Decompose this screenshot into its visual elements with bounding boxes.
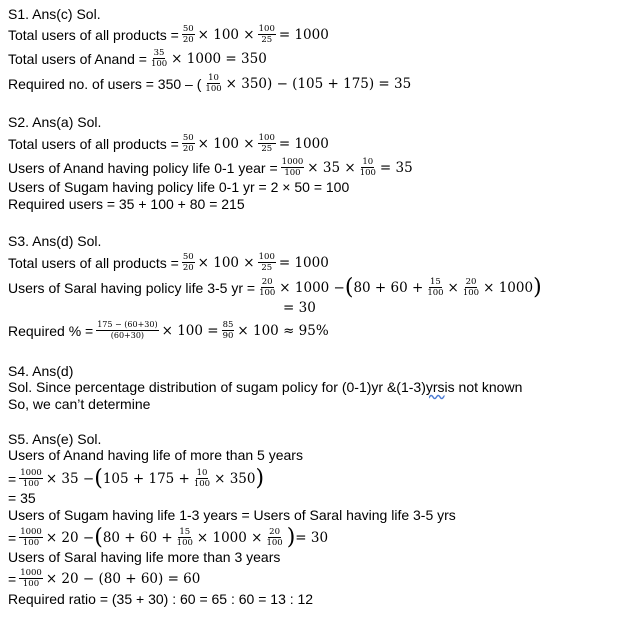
numerator: 35: [153, 48, 165, 58]
text: Required ratio = (35 + 30) : 60 = 65 : 60 = 13 : 12: [8, 591, 314, 607]
numerator: 1000: [20, 468, 42, 478]
fraction: [193, 468, 211, 489]
fraction: [182, 133, 195, 154]
numerator: 15: [179, 527, 191, 537]
s5-line-5: [8, 524, 329, 550]
math: × 100 ×: [197, 26, 255, 43]
s2-heading: S2. Ans(a) Sol.: [8, 114, 102, 130]
denominator: 25: [261, 144, 273, 154]
fraction: [176, 527, 194, 548]
denominator: 100: [22, 479, 40, 489]
s4-line-1: [8, 378, 522, 396]
text: Required % =: [8, 322, 94, 339]
s5-heading: S5. Ans(e) Sol.: [8, 431, 102, 447]
text: =: [8, 529, 17, 546]
fraction: [222, 320, 235, 341]
text: Sol. Since percentage distribution of sugam policy for (0-1)yr &(1-3): [8, 379, 426, 395]
denominator: 25: [261, 35, 273, 45]
denominator: 100: [462, 288, 480, 298]
numerator: 1000: [281, 157, 304, 167]
open-paren: (: [94, 465, 103, 491]
open-paren: (: [94, 524, 103, 550]
numerator: 1000: [20, 568, 42, 578]
denominator: 100: [150, 59, 168, 69]
denominator: 100: [22, 579, 40, 589]
math: × 1000 = 350: [171, 50, 267, 67]
s1-line-2: [8, 48, 267, 69]
fraction: [258, 252, 276, 273]
text: Required no. of users = 350 – (: [8, 75, 202, 92]
denominator: 100: [427, 288, 444, 298]
math: × 350) − (105 + 175) = 35: [225, 75, 412, 92]
math: × 1000: [483, 279, 534, 296]
math: = 30: [295, 529, 329, 546]
s3-line-3: = 30: [283, 300, 316, 316]
denominator: 100: [284, 168, 301, 178]
denominator: 20: [182, 144, 194, 154]
numerator: 100: [258, 24, 275, 34]
denominator: 100: [359, 168, 376, 178]
s2-line-3: Users of Sugam having policy life 0-1 yr = 2 × 50 = 100: [8, 179, 350, 195]
math: × 100 =: [161, 322, 219, 339]
fraction: [182, 24, 195, 45]
math: = 1000: [278, 254, 329, 271]
numerator: 50: [182, 252, 194, 262]
numerator: 175 − (60+30): [97, 320, 158, 329]
fraction: [265, 527, 283, 548]
math: × 1000 −: [279, 279, 345, 296]
s5-line-8: [8, 590, 313, 608]
open-paren: (: [344, 274, 354, 300]
fraction: [281, 157, 305, 178]
s1-line-3: [8, 73, 411, 94]
math: × 100 ×: [197, 254, 255, 271]
fraction: [258, 133, 276, 154]
fraction: [258, 24, 276, 45]
math: 80 + 60 +: [353, 279, 424, 296]
fraction: [19, 568, 43, 589]
text: Users of Saral having policy life 3-5 yr =: [8, 279, 256, 296]
text: Total users of all products =: [8, 26, 179, 43]
text: Total users of all products =: [8, 254, 179, 271]
text: =: [8, 470, 17, 487]
s5-line-1: Users of Anand having life of more than 5 years: [8, 447, 303, 463]
numerator: 10: [362, 157, 374, 167]
denominator: 100: [193, 479, 211, 489]
s2-line-1: [8, 133, 329, 154]
fraction: [19, 527, 43, 548]
numerator: 20: [269, 527, 280, 537]
fraction: [150, 48, 168, 69]
s5-line-3: = 35: [8, 490, 36, 506]
s3-line-2: [8, 274, 542, 300]
text: is not known: [444, 379, 523, 395]
numerator: 50: [182, 24, 194, 34]
denominator: 25: [261, 263, 273, 273]
text: Total users of Anand =: [8, 50, 147, 67]
spellcheck-word: yrs: [425, 379, 445, 395]
s5-line-2: [8, 465, 265, 491]
s5-line-6: Users of Saral having life more than 3 years: [8, 549, 281, 565]
close-paren: ): [255, 465, 265, 491]
math: × 350: [214, 470, 256, 487]
denominator: 100: [259, 288, 276, 298]
numerator: 100: [258, 252, 275, 262]
numerator: 15: [430, 277, 441, 287]
fraction: [19, 468, 43, 489]
numerator: 10: [196, 468, 208, 478]
numerator: 20: [261, 277, 273, 287]
s2-line-2: [8, 157, 413, 178]
math: = 35: [379, 159, 413, 176]
math: × 35 ×: [307, 159, 356, 176]
close-paren: ): [533, 274, 542, 300]
math: 80 + 60 +: [102, 529, 173, 546]
denominator: 20: [182, 35, 194, 45]
fraction: [359, 157, 377, 178]
numerator: 85: [222, 320, 234, 330]
s4-line-2: So, we can’t determine: [8, 396, 151, 412]
fraction: [204, 73, 222, 94]
numerator: 10: [208, 73, 219, 83]
denominator: 100: [22, 538, 40, 548]
math: × 20 − (80 + 60) = 60: [45, 570, 201, 587]
math: × 100 ≈ 95%: [237, 322, 329, 339]
math: × 20 −: [45, 529, 95, 546]
s1-line-1: [8, 24, 329, 45]
math: = 1000: [278, 26, 329, 43]
s4-heading: S4. Ans(d): [8, 363, 74, 379]
numerator: 20: [465, 277, 477, 287]
s5-line-7: [8, 568, 200, 589]
math: × 100 ×: [197, 135, 255, 152]
denominator: 20: [182, 263, 194, 273]
math: × 1000 ×: [196, 529, 263, 546]
fraction: [462, 277, 480, 298]
text: =: [8, 570, 17, 587]
math: × 35 −: [45, 470, 95, 487]
math: 105 + 175 +: [102, 470, 190, 487]
math: ×: [447, 279, 459, 296]
s5-line-4: Users of Sugam having life 1-3 years = Users of Saral having life 3-5 yrs: [8, 507, 456, 523]
fraction: [426, 277, 444, 298]
s1-heading: S1. Ans(c) Sol.: [8, 6, 101, 22]
numerator: 50: [182, 133, 194, 143]
s3-line-4: [8, 320, 329, 341]
denominator: 100: [205, 84, 222, 94]
denominator: 90: [222, 331, 234, 341]
s2-line-4: Required users = 35 + 100 + 80 = 215: [8, 196, 245, 212]
numerator: 100: [258, 133, 275, 143]
text: Users of Anand having policy life 0-1 year =: [8, 159, 278, 176]
denominator: (60+30): [110, 331, 145, 340]
denominator: 100: [266, 538, 283, 548]
fraction: [258, 277, 276, 298]
text: Total users of all products =: [8, 135, 179, 152]
math: = 1000: [278, 135, 329, 152]
denominator: 100: [176, 538, 193, 548]
s3-line-1: [8, 252, 329, 273]
numerator: 1000: [20, 527, 42, 537]
fraction: [96, 320, 158, 341]
close-paren: ): [286, 524, 296, 550]
fraction: [182, 252, 195, 273]
s3-heading: S3. Ans(d) Sol.: [8, 233, 102, 249]
